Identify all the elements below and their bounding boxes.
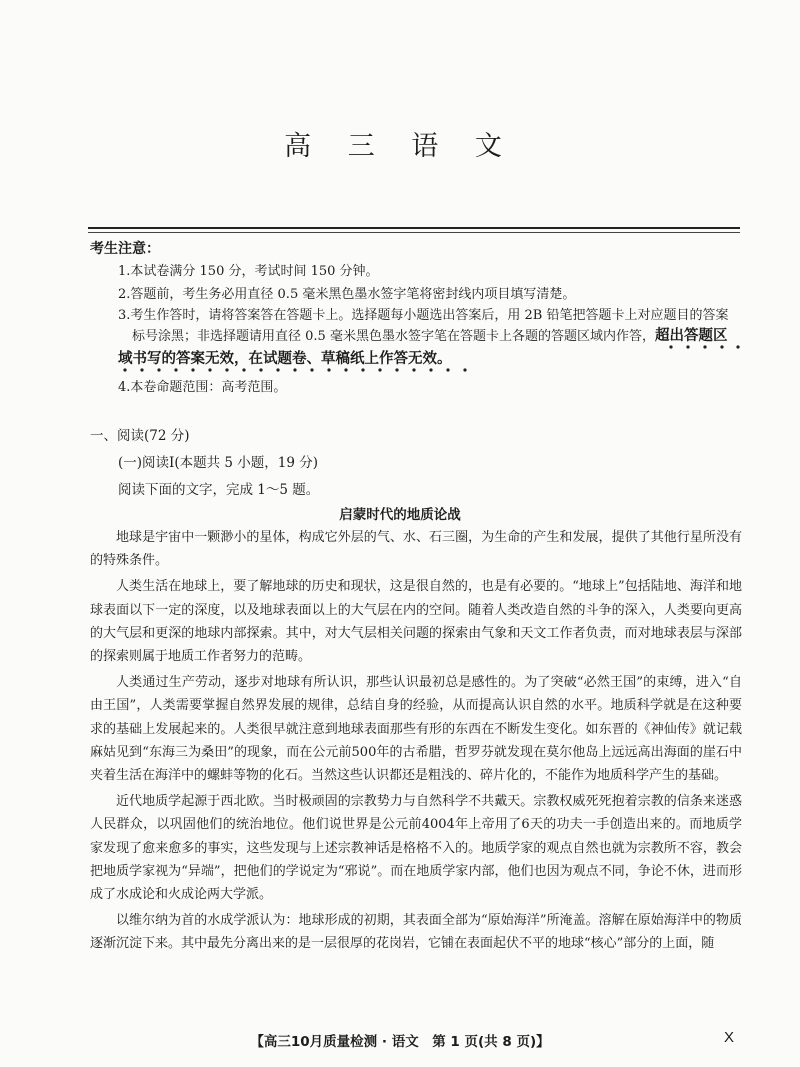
notice-item-3: [118, 306, 742, 369]
subsection-heading: (一)阅读Ⅰ(本题共 5 小题，19 分): [118, 455, 319, 471]
emphasis-dots-line-3: [118, 366, 478, 374]
corner-mark: X: [724, 1029, 735, 1046]
emphasis-dots-line-2: [663, 343, 743, 351]
notice-item-2: 2.答题前，考生务必用直径 0.5 毫米黑色墨水签字笔将密封线内项目填写清楚。: [118, 287, 576, 302]
notice-item-4: 4.本卷命题范围：高考范围。: [118, 380, 287, 395]
article-paragraph-5: 以维尔纳为首的水成学派认为：地球形成的初期，其表面全部为“原始海洋”所淹盖。溶解在原始海洋中的物质逐渐沉淀下来。其中最先分离出来的是一层很厚的花岗岩，它铺在表面起伏不平的地球“核心”部分的上面，随: [90, 913, 742, 952]
page-footer: 【高三10月质量检测 · 语文 第 1 页(共 8 页)】: [250, 1034, 550, 1050]
header-rule-thin: [88, 232, 740, 233]
page-title: 高 三 语 文: [284, 131, 516, 162]
article-paragraph-2: 人类生活在地球上，要了解地球的历史和现状，这是很自然的，也是有必要的。“地球上”包括陆地、海洋和地球表面以下一定的深度，以及地球表面以上的大气层在内的空间。随着人类改造自然的斗争的深入，人类要向更高的大气层和更深的地球内部探索。其中，对大气层相关问题的探索由气象和天文工作者负责，而对地球表层与深部的探索则属于地质工作者努力的范畴。: [90, 579, 742, 665]
article-body: [90, 526, 742, 959]
notice-item-3-emphasis: 超出答题区: [654, 328, 728, 344]
section-heading: 一、阅读(72 分): [90, 428, 190, 444]
notice-item-3-line-2-text: 标号涂黑；非选择题请用直径 0.5 毫米黑色墨水签字笔在答题卡上各题的答题区域内作答，: [132, 329, 655, 344]
notice-heading: 考生注意：: [90, 241, 160, 257]
header-rule-thick: [88, 227, 740, 229]
notice-item-1: 1.本试卷满分 150 分，考试时间 150 分钟。: [118, 264, 379, 279]
reading-instruction: 阅读下面的文字，完成 1～5 题。: [118, 482, 320, 498]
article-paragraph-3: 人类通过生产劳动，逐步对地球有所认识，那些认识最初总是感性的。为了突破“必然王国”的束缚，进入“自由王国”，人类需要掌握自然界发展的规律，总结自身的经验，从而提高认识自然的水平。地质科学就是在这种要求的基础上发展起来的。人类很早就注意到地球表面那些有形的东西在不断发生变化。如东晋的《神仙传》就记载麻姑见到“东海三为桑田”的现象，而在公元前500年的古希腊，哲罗芬就发现在莫尔他岛上远远高出海面的崖石中夹着生活在海洋中的螺蚌等物的化石。当然这些认识都还是粗浅的、碎片化的，不能作为地质科学产生的基础。: [90, 675, 742, 784]
article-title: 启蒙时代的地质论战: [339, 507, 461, 523]
article-paragraph-4: 近代地质学起源于西北欧。当时极顽固的宗教势力与自然科学不共戴天。宗教权威死死抱着宗教的信条来迷惑人民群众，以巩固他们的统治地位。他们说世界是公元前4004年上帝用了6天的功夫一手创造出来的。而地质学家发现了愈来愈多的事实，这些发现与上述宗教神话是格格不入的。地质学家的观点自然也就为宗教所不容，教会把地质学家视为“异端”，把他们的学说定为“邪说”。而在地质学家内部，他们也因为观点不同，争论不休，进而形成了水成论和火成论两大学派。: [90, 794, 742, 903]
notice-item-3-line-1: 3.考生作答时，请将答案答在答题卡上。选择题每小题选出答案后，用 2B 铅笔把答题卡上对应题目的答案: [118, 308, 729, 323]
article-paragraph-1: 地球是宇宙中一颗渺小的星体，构成它外层的气、水、石三圈，为生命的产生和发展，提供了其他行星所没有的特殊条件。: [90, 530, 742, 569]
notice-item-3-line-2: [118, 326, 742, 347]
notice-item-3-line-3: 域书写的答案无效，在试题卷、草稿纸上作答无效。: [118, 351, 452, 367]
